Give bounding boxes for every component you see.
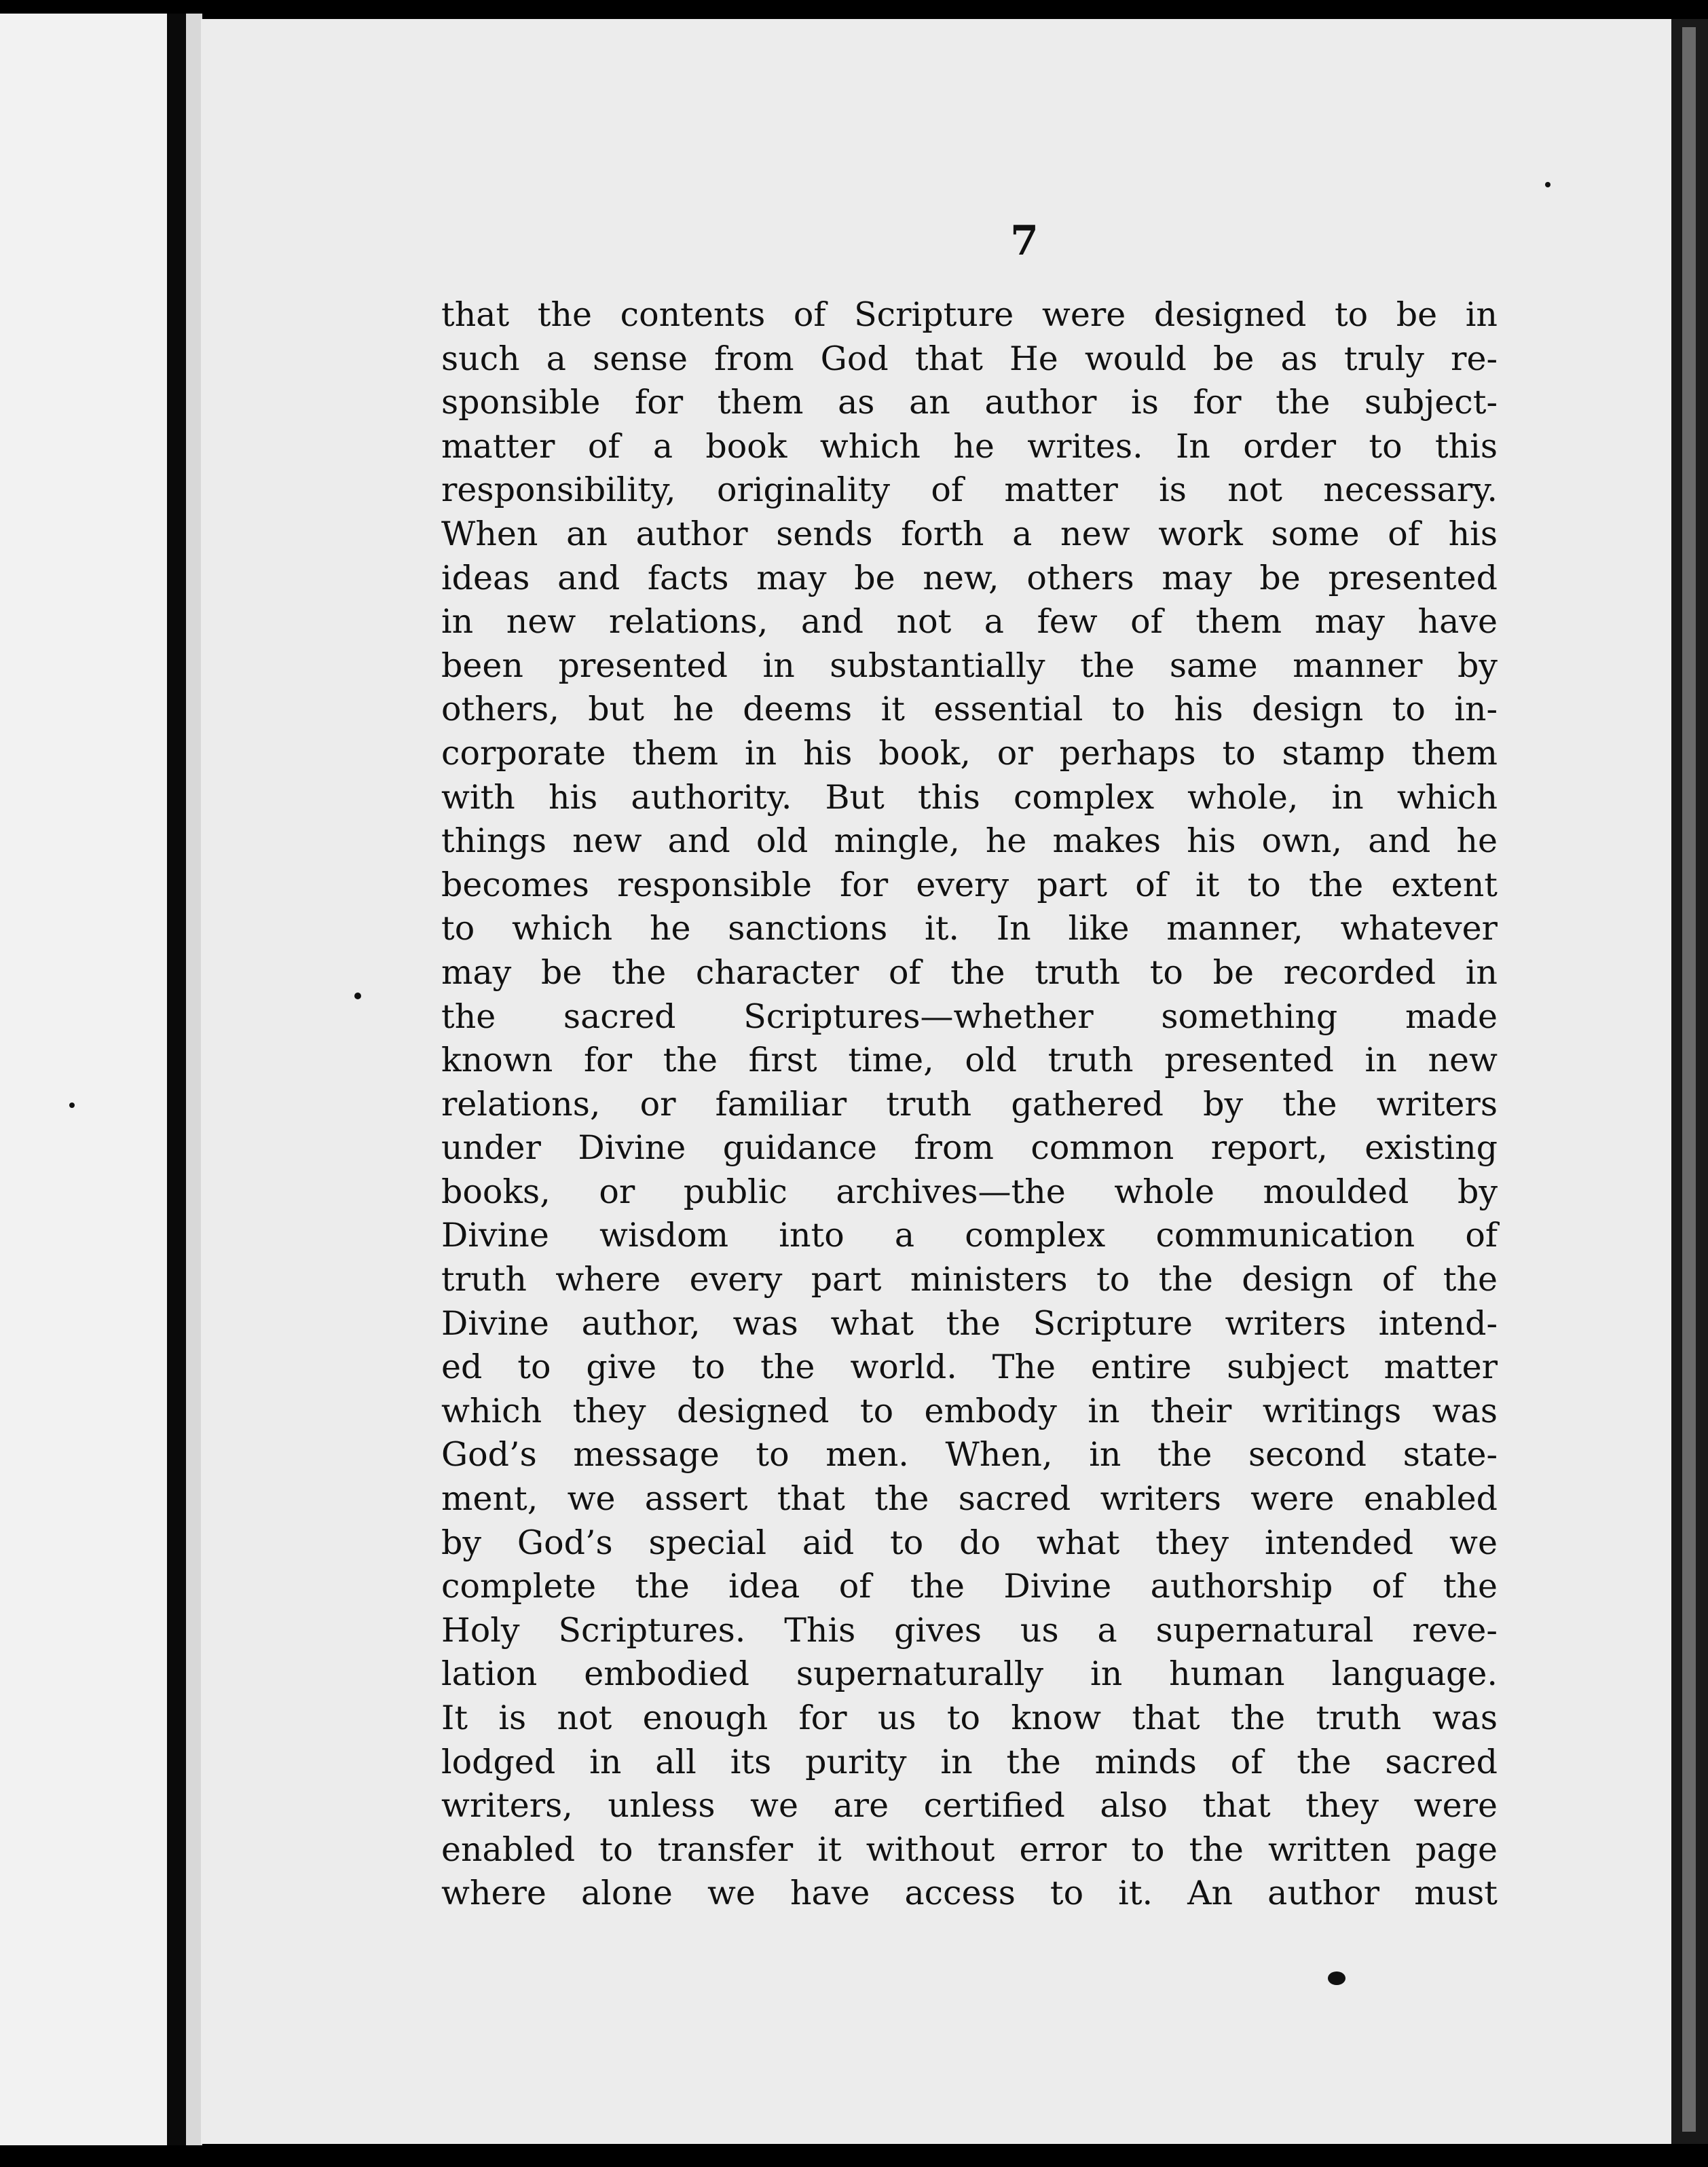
text-line: becomes responsible for every part of it to the extent (441, 865, 1498, 904)
text-line: known for the first time, old truth presented in new (441, 1041, 1498, 1080)
text-line: responsibility, originality of matter is not necessary. (441, 470, 1498, 510)
text-line: under Divine guidance from common report, existing (441, 1128, 1498, 1168)
right-edge-strip (1682, 27, 1696, 2132)
text-line: with his authority. But this complex whole, in which (441, 777, 1498, 817)
text-line: such a sense from God that He would be as truly re- (441, 339, 1498, 378)
text-line: writers, unless we are certified also that they were (441, 1786, 1498, 1826)
text-line: in new relations, and not a few of them may have (441, 602, 1498, 642)
text-line: It is not enough for us to know that the truth was (441, 1699, 1498, 1737)
text-line: sponsible for them as an author is for the subject- (441, 383, 1498, 422)
text-line: ed to give to the world. The entire subject matter (441, 1348, 1498, 1387)
text-line: to which he sanctions it. In like manner, whatever (441, 909, 1498, 948)
text-line: may be the character of the truth to be recorded in (441, 952, 1498, 992)
text-line: Divine author, was what the Scripture writers intend- (441, 1303, 1498, 1343)
text-line: truth where every part ministers to the design of the (441, 1260, 1498, 1299)
text-line: where alone we have access to it. An author must (441, 1874, 1498, 1913)
text-line: God’s message to men. When, in the second state- (441, 1435, 1498, 1475)
ink-speck (1545, 182, 1551, 187)
text-line: things new and old mingle, he makes his own, and he (441, 821, 1498, 861)
binding-edge (167, 14, 186, 2145)
text-line: lodged in all its purity in the minds of the sacred (441, 1742, 1498, 1781)
text-line: complete the idea of the Divine authorship of the (441, 1567, 1498, 1606)
text-line: When an author sends forth a new work some of his (441, 514, 1498, 553)
text-line: ment, we assert that the sacred writers were enabled (441, 1479, 1498, 1519)
gutter (186, 14, 202, 2145)
body-text (441, 293, 1498, 1916)
text-line: others, but he deems it essential to his design to in- (441, 690, 1498, 729)
ink-speck (1328, 1971, 1345, 1985)
text-line: corporate them in his book, or perhaps to stamp them (441, 733, 1498, 773)
text-line: matter of a book which he writes. In order to this (441, 426, 1498, 466)
text-line: which they designed to embody in their writings was (441, 1391, 1498, 1430)
text-line: lation embodied supernaturally in human language. (441, 1654, 1498, 1694)
text-line: enabled to transfer it without error to the written page (441, 1830, 1498, 1869)
page-number: 7 (1010, 217, 1039, 265)
text-line: books, or public archives—the whole moulded by (441, 1172, 1498, 1211)
text-line: Holy Scriptures. This gives us a supernatural reve- (441, 1610, 1498, 1650)
text-line: the sacred Scriptures—whether something made (441, 997, 1498, 1036)
left-facing-page (0, 14, 168, 2145)
text-line: relations, or familiar truth gathered by the writers (441, 1084, 1498, 1124)
text-line: ideas and facts may be new, others may be presented (441, 558, 1498, 597)
ink-speck (354, 993, 361, 999)
ink-speck (69, 1103, 75, 1108)
text-line: been presented in substantially the same manner by (441, 646, 1498, 685)
text-line: Divine wisdom into a complex communication of (441, 1216, 1498, 1255)
text-line: that the contents of Scripture were designed to be in (441, 295, 1498, 334)
text-line: by God’s special aid to do what they intended we (441, 1523, 1498, 1562)
